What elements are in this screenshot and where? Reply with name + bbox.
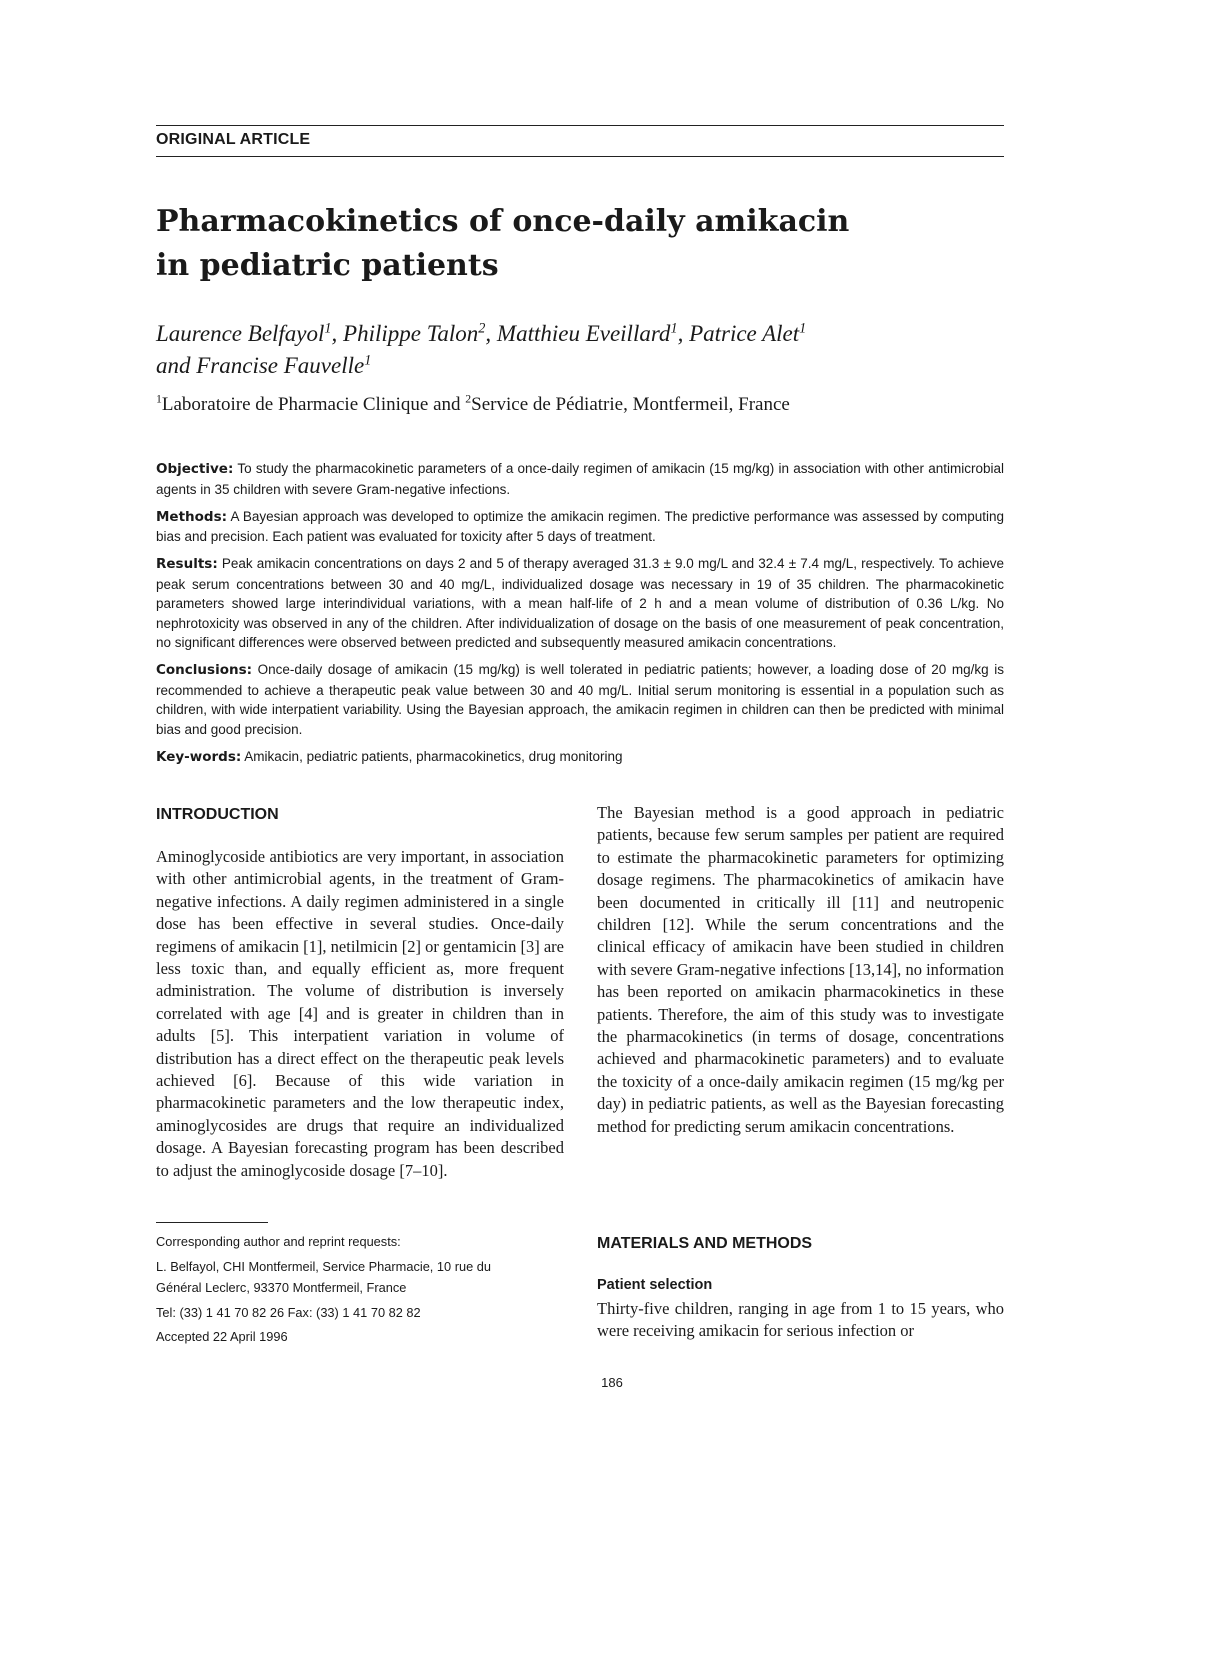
paragraph: The Bayesian method is a good approach in pediatric patients, because few serum samples per patient are required to estimate the pharmacokinetic parameters for optimizing dosage regimens. The pharmacokinetics of amikacin have been documented in critically ill [11] and neutropenic children [12]. While the serum concentrations and the clinical efficacy of amikacin have been studied in children with severe Gram-negative infections [13,14], no information has been reported on amikacin pharmacokinetics in these patients. Therefore, the aim of this study was to investigate the pharmacokinetics (in terms of dosage, concentrations achieved and pharmacokinetic parameters) and to evaluate the toxicity of a once-daily amikacin regimen (15 mg/kg per day) in pediatric patients, as well as the Bayesian forecasting method for predicting serum amikacin concentrations. bbox=[597, 803, 1004, 1136]
author-affil-mark: 1 bbox=[799, 320, 807, 337]
author: Francise Fauvelle bbox=[196, 353, 365, 378]
author-affil-mark: 1 bbox=[364, 352, 372, 369]
title-line-1: Pharmacokinetics of once-daily amikacin bbox=[156, 204, 850, 239]
abstract-conclusions: Conclusions: Once-daily dosage of amikacin (15 mg/kg) is well tolerated in pediatric patients; however, a loading dose of 20 mg/kg is recommended to achieve a therapeutic peak value between 30 and 40 mg/L. Initial serum monitoring is essential in a population such as children, with wide interpatient variability. Using the Bayesian approach, the amikacin regimen in children can then be predicted with minimal bias and good precision. bbox=[156, 662, 1004, 737]
author: Laurence Belfayol bbox=[156, 321, 325, 346]
footnotes bbox=[156, 1231, 566, 1348]
paragraph: Aminoglycoside antibiotics are very important, in association with other antimicrobial agents, in the treatment of Gram-negative infections. A daily regimen administered in a single dose has been effective in several studies. Once-daily regimens of amikacin [1], netilmicin [2] or gentamicin [3] are less toxic than, and equally efficient as, more frequent administration. The volume of distribution is inversely correlated with age [4] and is greater in children than in adults [5]. This interpatient variation in volume of distribution has a direct effect on the therapeutic peak levels achieved [6]. Because of this wide variation in pharmacokinetic parameters and the low therapeutic index, aminoglycosides are drugs that require an individualized dosage. A Bayesian forecasting program has been described to adjust the aminoglycoside dosage [7–10]. bbox=[156, 847, 564, 1180]
page-number: 186 bbox=[601, 1375, 623, 1390]
affiliation: $^1$Laboratoire de Pharmacie Clinique and $^2$Service de Pédiatrie, Montfermeil, France bbox=[156, 392, 790, 415]
abstract bbox=[156, 459, 1004, 775]
footnote-line: Tel: (33) 1 41 70 82 26 Fax: (33) 1 41 70 82 82 bbox=[156, 1304, 421, 1320]
author-list: Laurence Belfayol$^1$, Philippe Talon$^2$, Matthieu Eveillard$^1$, Patrice Alet$^1$ and Francise Fauvelle$^1$ bbox=[156, 320, 807, 378]
header-rule-bottom bbox=[156, 156, 1004, 157]
section-label: ORIGINAL ARTICLE bbox=[156, 131, 311, 148]
author: Patrice Alet bbox=[689, 321, 800, 346]
author-affil-mark: 1 bbox=[324, 320, 332, 337]
introduction-body-continued bbox=[597, 802, 1004, 1138]
introduction-body bbox=[156, 846, 564, 1182]
footnote-rule bbox=[156, 1222, 268, 1223]
patient-selection-heading: Patient selection bbox=[597, 1277, 713, 1293]
footnote-line: L. Belfayol, CHI Montfermeil, Service Pharmacie, 10 rue du bbox=[156, 1258, 491, 1274]
header-rule-top bbox=[156, 125, 1004, 126]
title-line-2: in pediatric patients bbox=[156, 248, 499, 283]
methods-heading: MATERIALS AND METHODS bbox=[597, 1235, 813, 1252]
abstract-objective: Objective: To study the pharmacokinetic parameters of a once-daily regimen of amikacin (15 mg/kg) in association with other antimicrobial agents in 35 children with severe Gram-negative infections. bbox=[156, 461, 1004, 497]
paragraph: Thirty-five children, ranging in age from 1 to 15 years, who were receiving amikacin for serious infection or bbox=[597, 1299, 1004, 1341]
author-affil-mark: 1 bbox=[670, 320, 678, 337]
footnote-line: Général Leclerc, 93370 Montfermeil, France bbox=[156, 1280, 407, 1295]
abstract-methods: Methods: A Bayesian approach was developed to optimize the amikacin regimen. The predictive performance was assessed by computing bias and precision. Each patient was evaluated for toxicity after 5 days of treatment. bbox=[156, 508, 1004, 544]
introduction-heading: INTRODUCTION bbox=[156, 806, 279, 823]
article-title bbox=[156, 200, 1004, 288]
author: Philippe Talon bbox=[343, 321, 479, 346]
methods-body bbox=[597, 1298, 1004, 1343]
authors-and: and bbox=[156, 353, 197, 378]
abstract-results: Results: Peak amikacin concentrations on days 2 and 5 of therapy averaged 31.3 ± 9.0 mg/L and 32.4 ± 7.4 mg/L, respectively. To achieve peak serum concentrations between 30 and 40 mg/L, individualized dosage was necessary in 19 of 35 children. The pharmacokinetic parameters showed large interindividual variations, with a mean half-life of 2 h and a mean volume of distribution of 0.36 L/kg. No nephrotoxicity was observed in any of the children. After individualization of dosage on the basis of one measurement of peak concentration, no significant differences were observed between predicted and subsequently measured amikacin concentrations. bbox=[156, 556, 1004, 650]
footnote-line: Corresponding author and reprint requests: bbox=[156, 1234, 401, 1249]
author-affil-mark: 2 bbox=[478, 320, 486, 337]
abstract-keywords: Key-words: Amikacin, pediatric patients, pharmacokinetics, drug monitoring bbox=[156, 748, 623, 765]
footnote-line: Accepted 22 April 1996 bbox=[156, 1329, 288, 1344]
author: Matthieu Eveillard bbox=[496, 321, 671, 346]
